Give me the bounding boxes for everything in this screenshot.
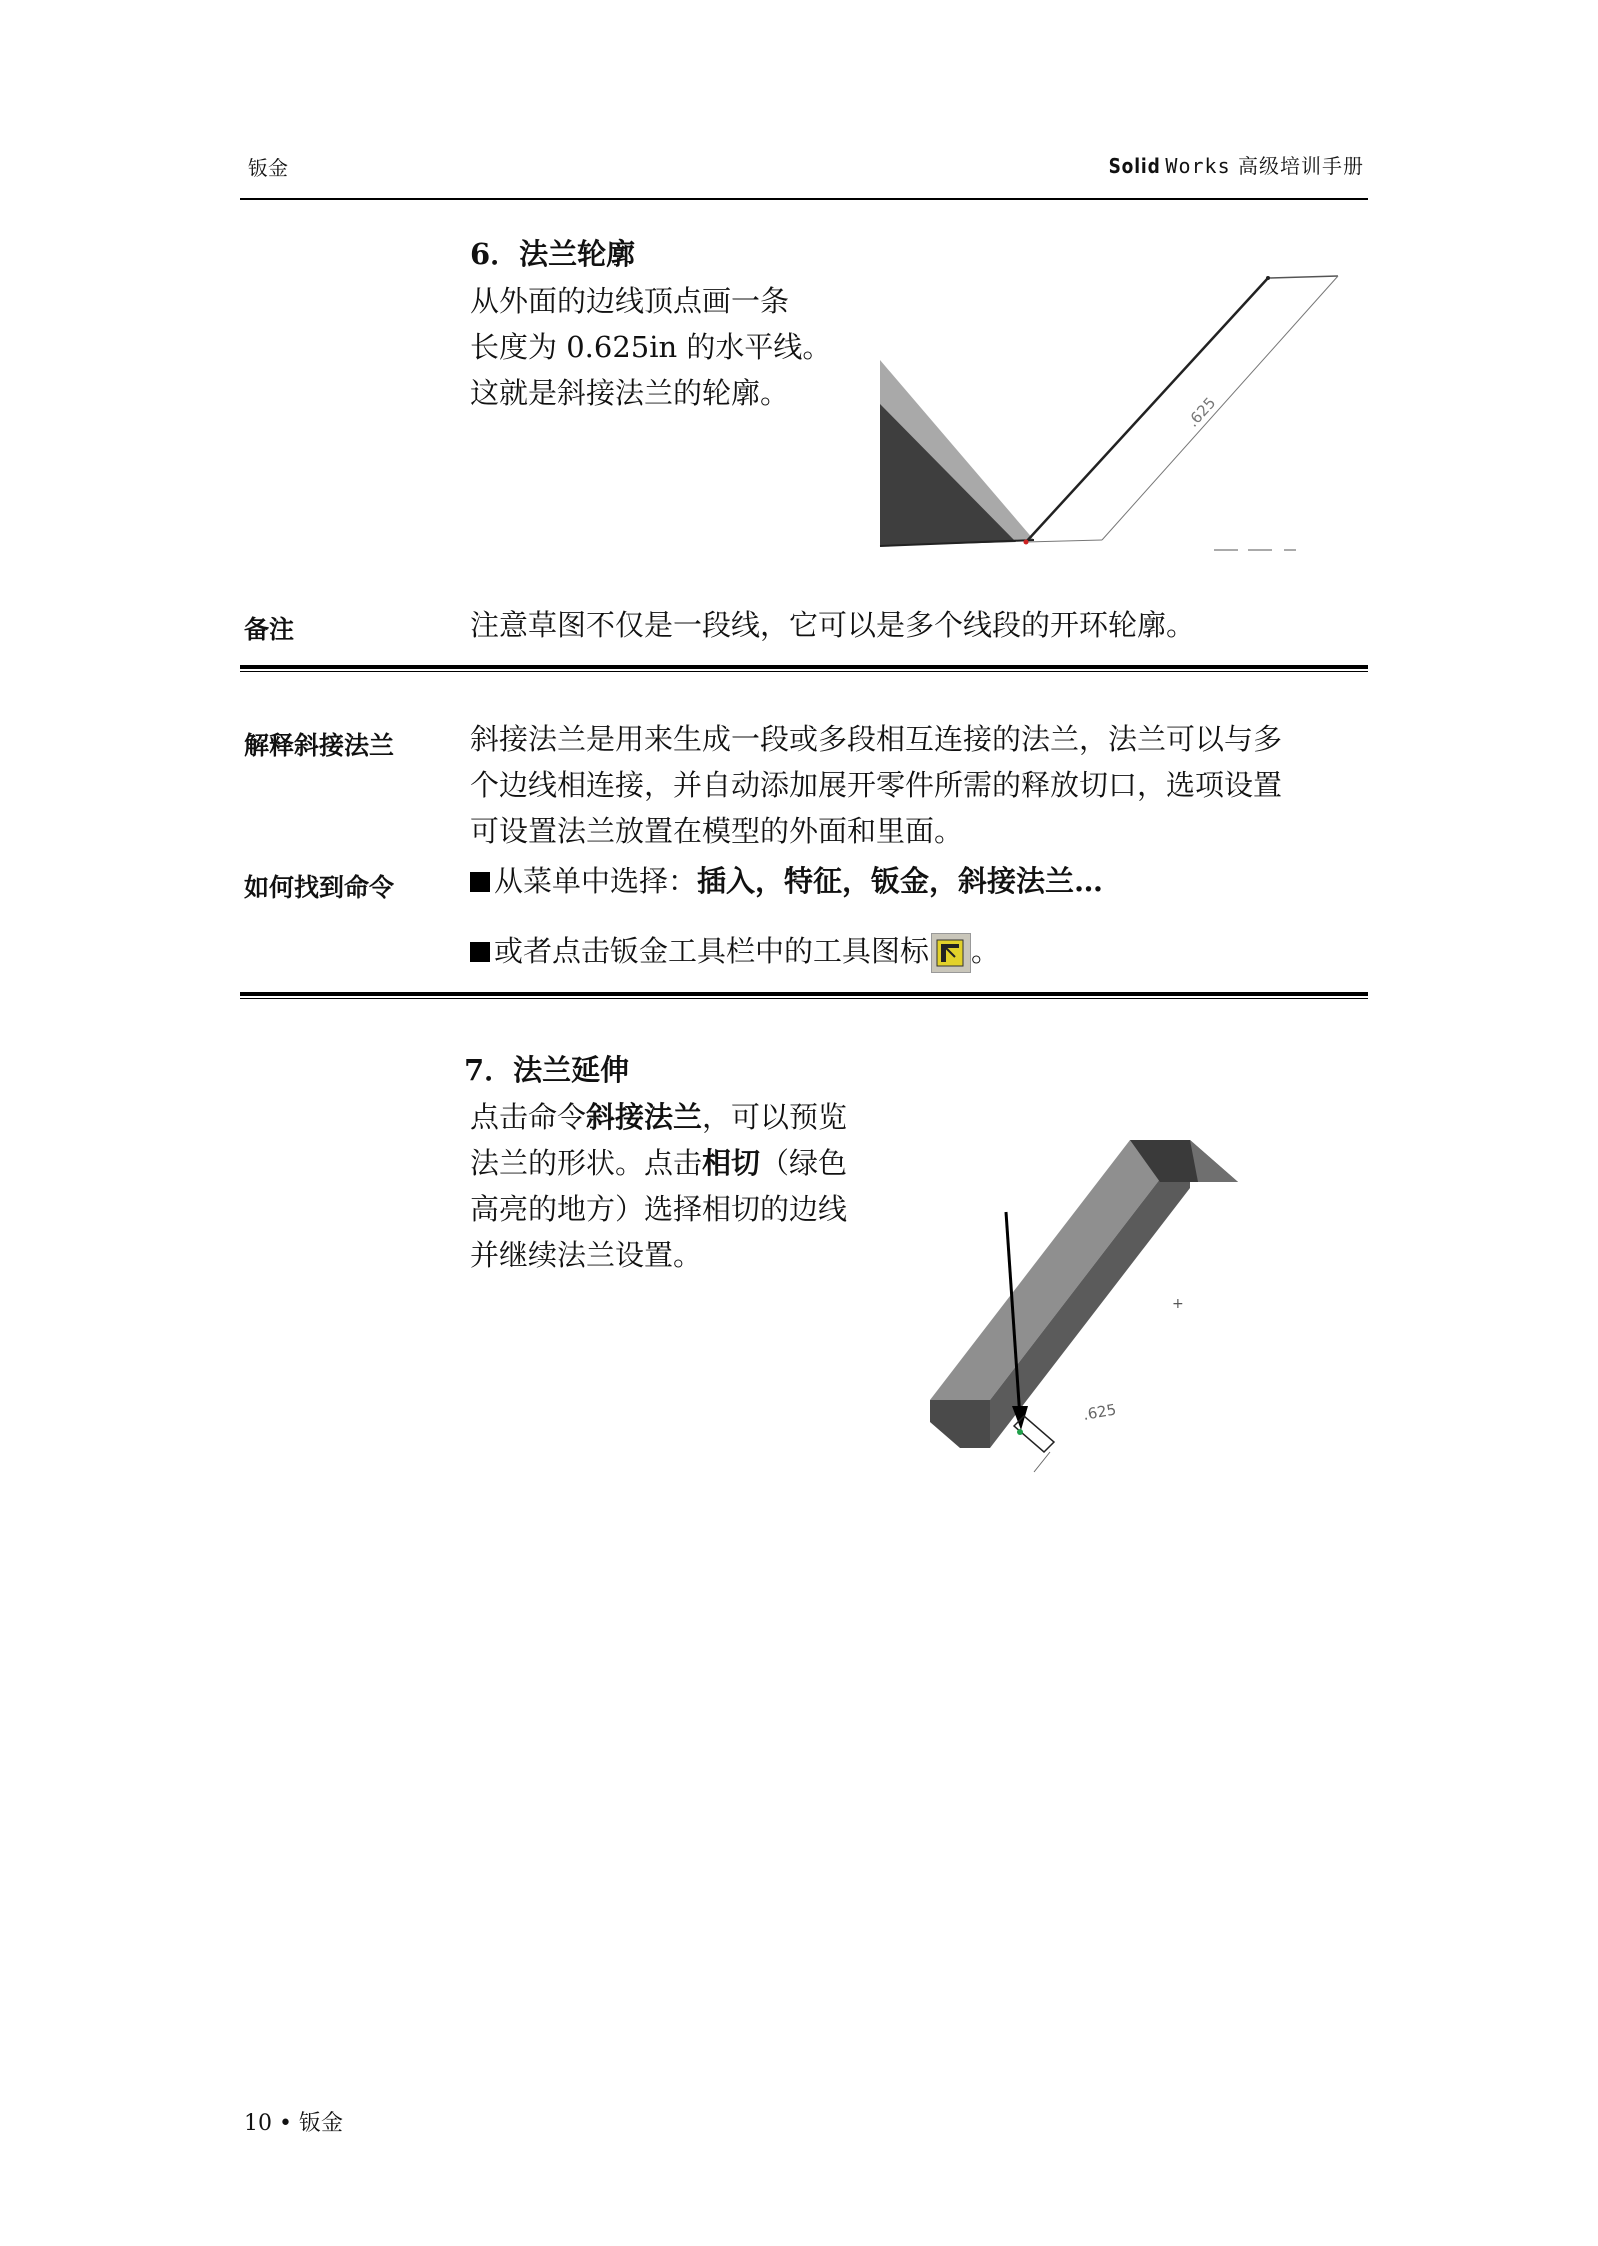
dimension-base-line [1026, 540, 1102, 542]
miter-flange-icon [931, 933, 971, 973]
step6-line: 从外面的边线顶点画一条 [470, 284, 790, 318]
menu-prefix: 从菜单中选择： [494, 864, 698, 898]
explain-paragraph [470, 716, 1370, 854]
explain-line: 可设置法兰放置在模型的外面和里面。 [470, 814, 964, 848]
step7-line: 高亮的地方）选择相切的边线 [470, 1192, 848, 1226]
section-rule [240, 992, 1368, 996]
section-rule [240, 665, 1368, 669]
note-text: 注意草图不仅是一段线，它可以是多个线段的开环轮廓。 [470, 608, 1196, 642]
bullet-square-icon [470, 942, 490, 962]
part-face-dark [880, 404, 1016, 546]
menu-path: 插入，特征，钣金，斜接法兰… [697, 864, 1104, 898]
step7-paragraph [470, 1094, 847, 1278]
command-name: 斜接法兰 [586, 1100, 703, 1134]
header-section-title: 钣金 [248, 156, 288, 180]
dimension-label: .625 [1081, 1400, 1118, 1424]
section-rule-thin [240, 998, 1368, 999]
howto-menu-path [470, 858, 1370, 904]
sketch-line [1026, 278, 1268, 542]
brand-works: Works [1165, 154, 1231, 178]
header-book-subtitle: 高级培训手册 [1230, 154, 1364, 178]
text-run: 法兰的形状。点击 [470, 1146, 703, 1180]
step6-paragraph [470, 278, 831, 416]
step7-line [470, 1140, 847, 1186]
flange-front-face [930, 1400, 990, 1448]
header-rule [240, 198, 1368, 200]
text-run: （绿色 [760, 1146, 848, 1180]
vertex-point [1024, 540, 1029, 545]
flange-profile-figure [876, 268, 1346, 568]
howto-label: 如何找到命令 [244, 873, 395, 902]
explain-line: 斜接法兰是用来生成一段或多段相互连接的法兰，法兰可以与多 [470, 722, 1283, 756]
dimension-extension-line [1102, 276, 1338, 540]
toolbar-text: 或者点击钣金工具栏中的工具图标 [494, 934, 930, 968]
dimension-leader [1034, 1452, 1050, 1472]
step7-title: 7．法兰延伸 [464, 1053, 630, 1087]
miter-flange-preview-figure [920, 1130, 1320, 1480]
text-run: ，可以预览 [702, 1100, 848, 1134]
option-name: 相切 [702, 1146, 761, 1180]
step6-line: 长度为 0.625in 的水平线。 [470, 330, 832, 364]
dimension-label: .625 [1183, 393, 1220, 431]
howto-toolbar [470, 928, 1370, 974]
note-label: 备注 [244, 615, 295, 644]
page-number: 10 [244, 2111, 272, 2136]
step6-line: 这就是斜接法兰的轮廓。 [470, 376, 790, 410]
step7-line: 并继续法兰设置。 [470, 1238, 703, 1272]
text-run: 点击命令 [470, 1100, 587, 1134]
flange-end-bevel [1190, 1140, 1238, 1182]
flange-top-face [930, 1140, 1190, 1400]
step6-title: 6．法兰轮廓 [470, 237, 636, 271]
footer-section: 钣金 [298, 2111, 343, 2136]
brand-solid: Solid [1108, 154, 1161, 178]
page-footer [244, 2106, 343, 2137]
toolbar-suffix: 。 [971, 934, 1001, 968]
explain-label: 解释斜接法兰 [244, 731, 395, 760]
endpoint [1266, 276, 1270, 280]
footer-separator: • [272, 2111, 299, 2136]
cursor-crosshair: + [1172, 1296, 1184, 1312]
section-rule-thin [240, 671, 1368, 672]
bullet-square-icon [470, 872, 490, 892]
step7-line [470, 1094, 847, 1140]
tangent-highlight [1017, 1429, 1023, 1435]
header-book-title [1104, 150, 1364, 179]
explain-line: 个边线相连接，并自动添加展开零件所需的释放切口，选项设置 [470, 768, 1283, 802]
profile-line [1268, 276, 1338, 278]
